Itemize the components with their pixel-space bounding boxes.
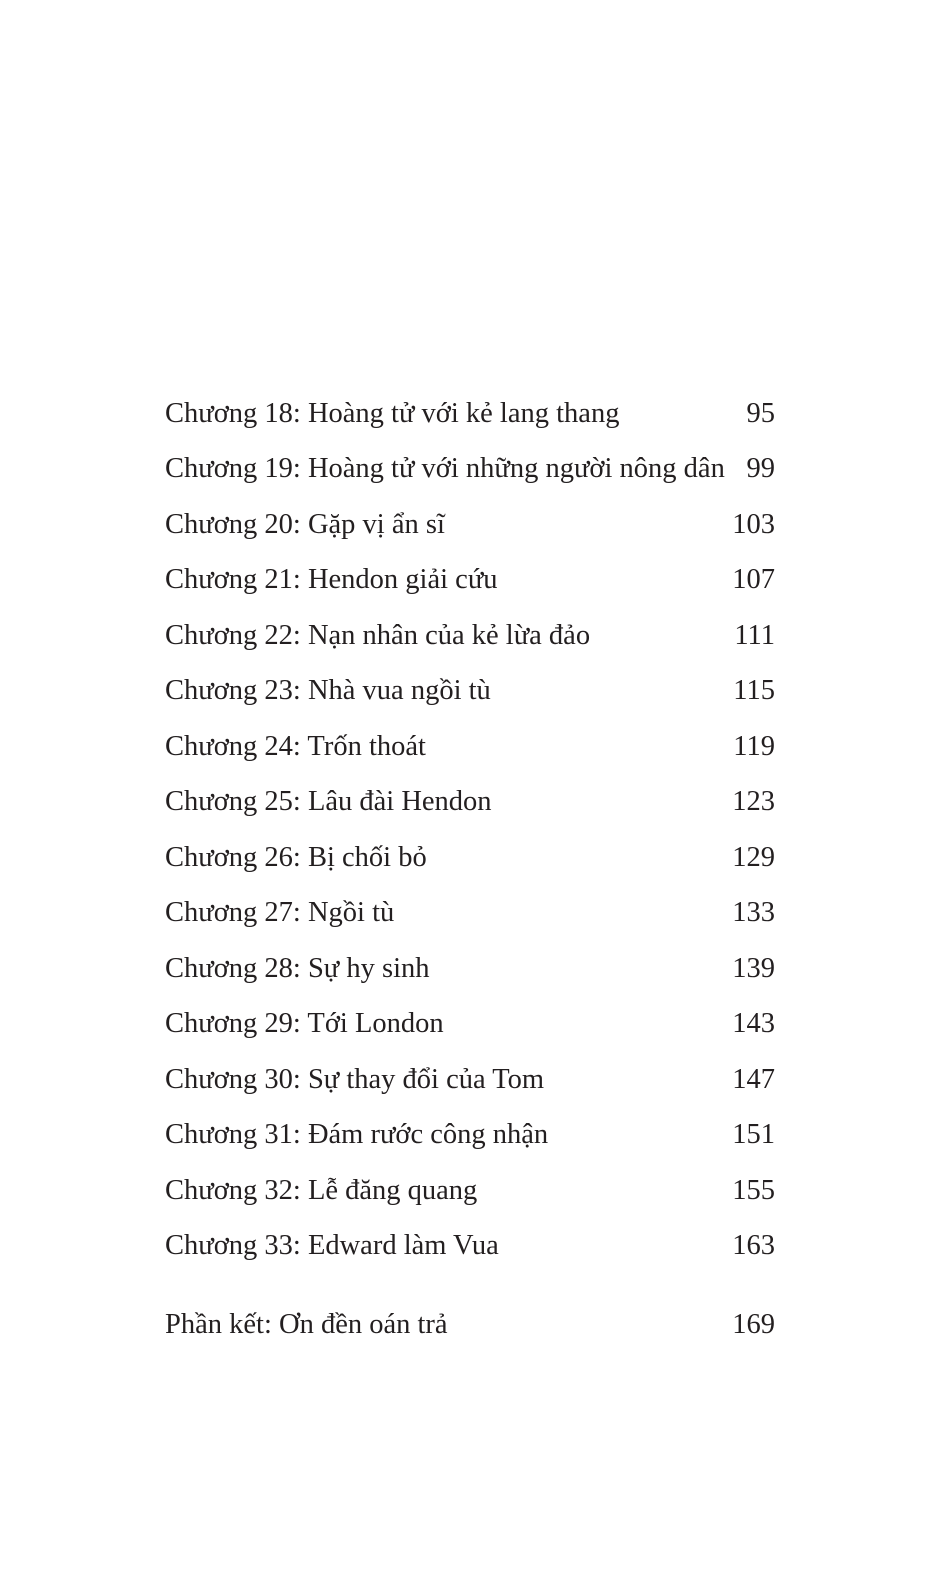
entry-page-number: 143 (732, 1008, 775, 1040)
toc-entry (165, 497, 775, 553)
entry-page-number: 119 (733, 730, 775, 762)
toc-entry (165, 553, 775, 609)
entry-page-number: 139 (732, 952, 775, 984)
entry-title: Chương 24: Trốn thoát (165, 730, 426, 762)
entry-page-number: 103 (732, 508, 775, 540)
toc-entry (165, 608, 775, 664)
entry-title: Chương 19: Hoàng tử với những người nông dân (165, 453, 725, 485)
toc-entry (165, 386, 775, 442)
entry-title: Chương 33: Edward làm Vua (165, 1230, 499, 1262)
toc-entry (165, 719, 775, 775)
toc-entry (165, 664, 775, 720)
toc-entry (165, 830, 775, 886)
entry-page-number: 151 (732, 1119, 775, 1151)
entry-title: Chương 20: Gặp vị ẩn sĩ (165, 508, 445, 540)
entry-title: Chương 23: Nhà vua ngồi tù (165, 675, 491, 707)
entry-title: Chương 31: Đám rước công nhận (165, 1119, 549, 1151)
toc-entry (165, 775, 775, 831)
entry-title: Chương 29: Tới London (165, 1008, 444, 1040)
toc-epilogue-entry (165, 1298, 775, 1354)
entry-title: Chương 21: Hendon giải cứu (165, 564, 498, 596)
toc-entry (165, 941, 775, 997)
entry-page-number: 169 (732, 1309, 775, 1341)
entry-page-number: 163 (732, 1230, 775, 1262)
entry-title: Chương 22: Nạn nhân của kẻ lừa đảo (165, 619, 591, 651)
entry-title: Chương 32: Lễ đăng quang (165, 1174, 478, 1206)
toc-entry (165, 1108, 775, 1164)
toc-entry (165, 1052, 775, 1108)
toc-entry (165, 1219, 775, 1275)
entry-title: Phần kết: Ơn đền oán trả (165, 1309, 448, 1341)
table-of-contents (165, 386, 775, 1353)
entry-title: Chương 28: Sự hy sinh (165, 952, 430, 984)
entry-title: Chương 27: Ngồi tù (165, 897, 395, 929)
entry-page-number: 115 (733, 675, 775, 707)
entry-title: Chương 25: Lâu đài Hendon (165, 786, 492, 818)
entry-title: Chương 26: Bị chối bỏ (165, 841, 427, 873)
entry-page-number: 107 (732, 564, 775, 596)
entry-page-number: 129 (732, 841, 775, 873)
toc-entry (165, 886, 775, 942)
toc-entry (165, 997, 775, 1053)
entry-page-number: 123 (732, 786, 775, 818)
entry-title: Chương 18: Hoàng tử với kẻ lang thang (165, 397, 620, 429)
toc-entry (165, 1163, 775, 1219)
entry-page-number: 95 (746, 397, 775, 429)
entry-page-number: 133 (732, 897, 775, 929)
toc-entry (165, 442, 775, 498)
entry-page-number: 111 (734, 619, 775, 651)
entry-page-number: 99 (746, 453, 775, 485)
entry-page-number: 155 (732, 1174, 775, 1206)
entry-title: Chương 30: Sự thay đổi của Tom (165, 1063, 545, 1095)
entry-page-number: 147 (732, 1063, 775, 1095)
